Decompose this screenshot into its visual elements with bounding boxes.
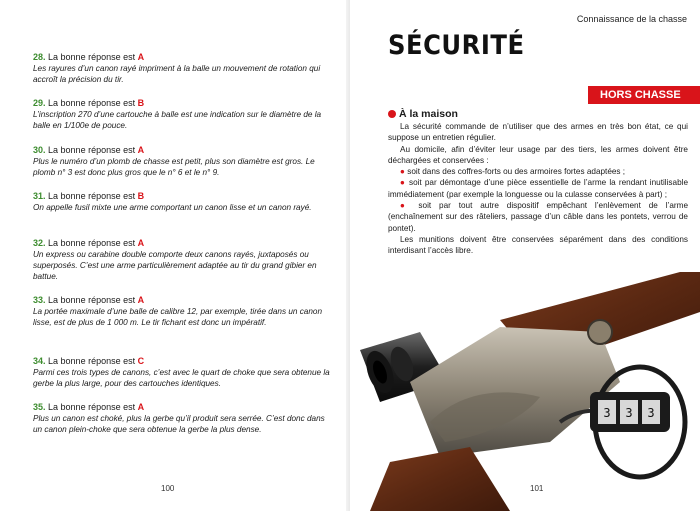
- right-page: [350, 0, 700, 511]
- engraved-action: [410, 327, 620, 457]
- bullet-item: [388, 166, 688, 177]
- section-heading: [388, 108, 688, 121]
- answer-letter: C: [137, 356, 145, 366]
- screw-head: [588, 320, 612, 344]
- answer-header: [33, 191, 333, 202]
- answer-prefix: La bonne réponse est: [48, 402, 136, 412]
- paragraph: Au domicile, afin d’éviter leur usage par des tiers, les armes doivent être déchargées et conservées :: [388, 144, 688, 165]
- answer-prefix: La bonne réponse est: [48, 238, 136, 248]
- answer-explanation: La portée maximale d’une balle de calibre 12, par exemple, tirée dans un canon lisse, est de plus de 1 000 m. Le tir fichant est donc un impératif.: [33, 307, 323, 328]
- question-number: 34.: [33, 356, 46, 366]
- answer-explanation: On appelle fusil mixte une arme comportant un canon lisse et un canon rayé.: [33, 203, 312, 212]
- answer-item: [33, 52, 333, 85]
- answer-letter: A: [137, 402, 145, 412]
- answer-letter: A: [137, 145, 145, 155]
- answer-prefix: La bonne réponse est: [48, 191, 136, 201]
- question-number: 29.: [33, 98, 46, 108]
- answer-explanation: L’inscription 270 d’une cartouche à balle est une indication sur le diamètre de la balle en 1/100e de pouce.: [33, 110, 322, 131]
- answer-letter: A: [137, 52, 145, 62]
- answer-prefix: La bonne réponse est: [48, 356, 136, 366]
- answer-explanation: Plus le numéro d’un plomb de chasse est petit, plus son diamètre est gros. Le plomb n° 3 est donc plus gros que le n° 6 et le n° 9.: [33, 157, 315, 178]
- answer-explanation: Plus un canon est choké, plus la gerbe qu’il produit sera serrée. C’est donc dans un canon plein-choke que sera obtenue la gerbe la plus dense.: [33, 414, 325, 435]
- answer-prefix: La bonne réponse est: [48, 295, 136, 305]
- question-number: 35.: [33, 402, 46, 412]
- answer-item: [33, 402, 333, 435]
- stock-wood: [370, 447, 510, 511]
- lock-digit: 3: [647, 406, 655, 420]
- bullet-circle-icon: [388, 110, 396, 118]
- question-number: 32.: [33, 238, 46, 248]
- answer-item: [33, 98, 333, 131]
- paragraph: Les munitions doivent être conservées séparément dans des conditions interdisant l’accès libre.: [388, 234, 688, 256]
- answer-item: [33, 295, 333, 328]
- page-number-left: 100: [161, 484, 175, 493]
- answer-prefix: La bonne réponse est: [48, 145, 136, 155]
- question-number: 30.: [33, 145, 46, 155]
- answer-explanation: Parmi ces trois types de canons, c’est avec le quart de choke que sera obtenue la gerbe la plus large, pour des cartouches identiques.: [33, 368, 330, 389]
- combination-lock: [590, 392, 670, 432]
- answer-item: [33, 238, 333, 283]
- answer-item: [33, 191, 333, 213]
- answer-explanation: Un express ou carabine double comporte deux canons rayés, juxtaposés ou superposés. C’est une arme particulièrement adaptée au tir du grand gibier en battue.: [33, 250, 317, 282]
- answer-header: [33, 295, 333, 306]
- answer-header: [33, 145, 333, 156]
- answer-letter: B: [137, 191, 145, 201]
- running-head: Connaissance de la chasse: [576, 14, 687, 24]
- section-heading-text: À la maison: [399, 108, 458, 120]
- page-number-right: 101: [530, 484, 544, 493]
- answer-header: [33, 52, 333, 63]
- answer-prefix: La bonne réponse est: [48, 98, 136, 108]
- question-number: 31.: [33, 191, 46, 201]
- bullet-icon: ●: [400, 167, 405, 177]
- answer-explanation: Les rayures d’un canon rayé impriment à la balle un mouvement de rotation qui accroît la précision du tir.: [33, 64, 321, 85]
- answer-item: [33, 145, 333, 178]
- answer-letter: A: [137, 238, 145, 248]
- bullet-item: [388, 177, 688, 200]
- bullet-icon: ●: [400, 201, 411, 211]
- answer-item: [33, 356, 333, 389]
- answer-prefix: La bonne réponse est: [48, 52, 136, 62]
- shotgun-illustration: [350, 272, 700, 511]
- answer-letter: A: [137, 295, 145, 305]
- lock-digit: 3: [603, 406, 611, 420]
- answer-letter: B: [137, 98, 145, 108]
- answer-header: [33, 238, 333, 249]
- bullet-text: soit dans des coffres-forts ou des armoires fortes adaptées ;: [407, 167, 626, 177]
- bullet-text: soit par tout autre dispositif empêchant l’enlèvement de l’arme (enchaînement sur des râteliers, passage d’un câble dans les pontets, verrou de pontet).: [388, 201, 688, 233]
- question-number: 33.: [33, 295, 46, 305]
- lock-digit: 3: [625, 406, 633, 420]
- section-banner: HORS CHASSE: [588, 86, 700, 104]
- bullet-text: soit par démontage d’une pièce essentielle de l’arme la rendant inutilisable immédiatement (par exemple la longuesse ou la culasse conservées à part) ;: [388, 178, 688, 199]
- answer-header: [33, 98, 333, 109]
- bullet-item: [388, 200, 688, 234]
- answer-header: [33, 356, 333, 367]
- section-home: [388, 108, 688, 257]
- question-number: 28.: [33, 52, 46, 62]
- answer-header: [33, 402, 333, 413]
- shotgun-photo: [350, 272, 700, 511]
- page-title: SÉCURITÉ: [388, 30, 525, 61]
- paragraph: La sécurité commande de n’utiliser que des armes en très bon état, ce qui suppose un entretien régulier.: [388, 122, 688, 143]
- bullet-icon: ●: [400, 178, 406, 188]
